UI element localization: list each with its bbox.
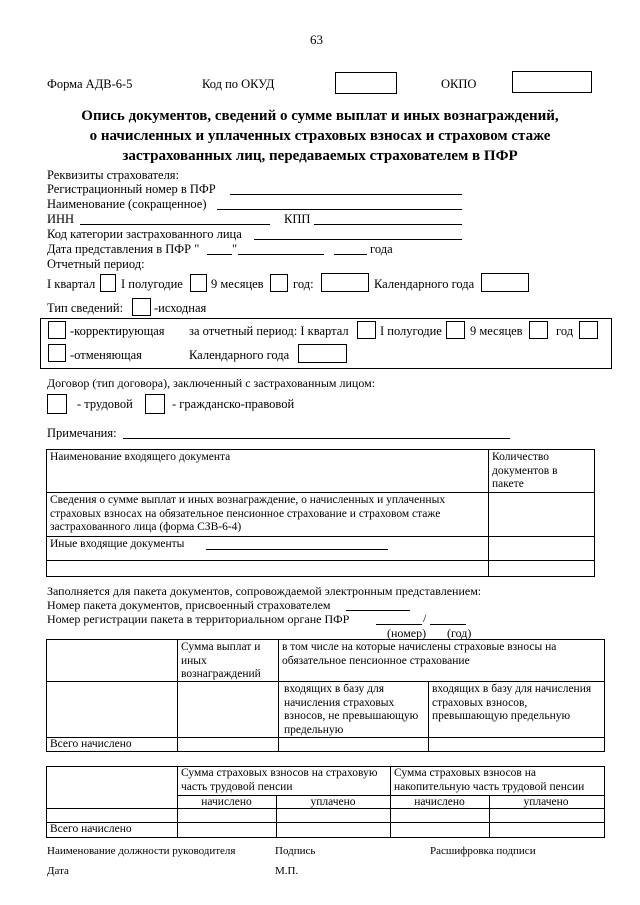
corr-period-q1-checkbox[interactable]	[357, 321, 376, 339]
payments-sub-within-limit: входящих в базу для начисления страховых взносов, не превышающую предельную	[284, 683, 419, 736]
info-corrective-label: -корректирующая	[70, 324, 165, 338]
payments-total-label: Всего начислено	[50, 738, 132, 750]
info-original-checkbox[interactable]	[132, 298, 151, 316]
period-m9-checkbox[interactable]	[270, 274, 288, 292]
footer-signature-label: Подпись	[275, 845, 316, 857]
notes-field[interactable]	[123, 438, 510, 439]
reg-number-field[interactable]	[230, 194, 462, 195]
contract-civil-checkbox[interactable]	[145, 394, 165, 414]
period-year-field[interactable]	[321, 273, 369, 292]
okud-field[interactable]	[335, 72, 397, 94]
payments-col-including: в том числе на которые начислены страховые взносы на обязательное пенсионное страхование	[282, 641, 557, 667]
documents-row-other: Иные входящие документы	[50, 538, 185, 550]
inn-label: ИНН	[47, 212, 75, 226]
corr-period-h1-label: I полугодие	[380, 324, 442, 338]
okpo-field[interactable]	[512, 71, 592, 93]
contributions-funded-accrued: начислено	[414, 796, 465, 808]
corr-period-h1-checkbox[interactable]	[446, 321, 465, 339]
date-quote-close: "	[232, 242, 238, 256]
category-code-field[interactable]	[254, 239, 462, 240]
package-number-label: Номер пакета документов, присвоенный страхователем	[47, 598, 331, 612]
documents-col-count: Количество документов в пакете	[492, 451, 558, 490]
notes-label: Примечания:	[47, 426, 117, 440]
date-year-field[interactable]	[334, 254, 367, 255]
contract-labor-checkbox[interactable]	[47, 394, 67, 414]
okud-label: Код по ОКУД	[202, 77, 275, 91]
contributions-total-label: Всего начислено	[50, 823, 132, 835]
date-year-label: года	[370, 242, 393, 256]
date-day-field[interactable]	[207, 254, 232, 255]
date-label: Дата представления в ПФР "	[47, 242, 200, 256]
period-calendar-label: Календарного года	[374, 277, 475, 291]
inn-field[interactable]	[80, 224, 270, 225]
okpo-label: ОКПО	[441, 77, 477, 91]
kpp-field[interactable]	[314, 224, 462, 225]
electronic-note: Заполняется для пакета документов, сопровождаемой электронным представлением:	[47, 584, 482, 598]
package-reg-slash: /	[423, 611, 427, 625]
kpp-label: КПП	[284, 212, 311, 226]
category-code-label: Код категории застрахованного лица	[47, 227, 242, 241]
reg-number-label: Регистрационный номер в ПФР	[47, 182, 216, 196]
corr-period-q1-label: за отчетный период: I квартал	[189, 324, 349, 338]
contributions-col-insurance: Сумма страховых взносов на страховую часть трудовой пенсии	[181, 767, 378, 793]
corr-period-year-checkbox[interactable]	[579, 321, 598, 339]
package-reg-year-field[interactable]	[430, 624, 466, 625]
requisites-heading: Реквизиты страхователя:	[47, 168, 180, 182]
info-cancelling-label: -отменяющая	[70, 348, 142, 362]
package-number-field[interactable]	[346, 610, 410, 611]
package-reg-label: Номер регистрации пакета в территориальном органе ПФР	[47, 612, 350, 626]
documents-col-name: Наименование входящего документа	[50, 451, 231, 463]
corr-period-m9-label: 9 месяцев	[470, 324, 523, 338]
corr-calendar-label: Календарного года	[189, 348, 290, 362]
corr-period-m9-checkbox[interactable]	[529, 321, 548, 339]
corr-period-year-label: год	[556, 324, 574, 338]
contract-label: Договор (тип договора), заключенный с застрахованным лицом:	[47, 376, 376, 390]
period-h1-label: I полугодие	[121, 277, 183, 291]
documents-other-field[interactable]	[206, 549, 388, 550]
contract-labor-label: - трудовой	[77, 397, 133, 411]
period-calendar-field[interactable]	[481, 273, 529, 292]
contributions-insurance-accrued: начислено	[201, 796, 252, 808]
info-cancelling-checkbox[interactable]	[48, 344, 66, 362]
contributions-col-funded: Сумма страховых взносов на накопительную часть трудовой пенсии	[394, 767, 585, 793]
document-title-line1: Опись документов, сведений о сумме выплат и иных вознаграждений,	[81, 108, 559, 124]
document-title-line3: застрахованных лиц, передаваемых страхователем в ПФР	[122, 148, 518, 164]
page-number: 63	[310, 32, 323, 47]
footer-date-label: Дата	[47, 865, 69, 877]
footer-decoding-label: Расшифровка подписи	[430, 845, 536, 857]
period-q1-label: I квартал	[47, 277, 96, 291]
info-original-label: -исходная	[154, 301, 207, 315]
footer-position-label: Наименование должности руководителя	[47, 845, 236, 857]
form-label: Форма АДВ-6-5	[47, 77, 133, 91]
info-type-label: Тип сведений:	[47, 301, 124, 315]
contract-civil-label: - гражданско-правовой	[172, 397, 295, 411]
period-h1-checkbox[interactable]	[190, 274, 207, 292]
corr-calendar-field[interactable]	[298, 344, 347, 363]
payments-col-sum: Сумма выплат и иных вознаграждений	[181, 641, 261, 680]
document-title-line2: о начисленных и уплаченных страховых взносах и страховом стаже	[89, 128, 551, 144]
package-reg-number-field[interactable]	[376, 624, 422, 625]
period-q1-checkbox[interactable]	[100, 274, 116, 292]
period-m9-label: 9 месяцев	[211, 277, 264, 291]
report-period-label: Отчетный период:	[47, 257, 145, 271]
contributions-funded-paid: уплачено	[523, 796, 569, 808]
payments-sub-exceed-limit: входящих в базу для начисления страховых взносов, превышающую предельную	[432, 683, 592, 722]
contributions-insurance-paid: уплачено	[310, 796, 356, 808]
documents-row-szv: Сведения о сумме выплат и иных вознаграждение, о начисленных и уплаченных страховых взносах на обязательное пенсионное страхование и страховом стаже застрахованного лица (форма СЗВ-6-4)	[50, 494, 446, 533]
period-year-label: год:	[293, 277, 314, 291]
footer-stamp-label: М.П.	[275, 865, 299, 877]
name-short-field[interactable]	[217, 209, 462, 210]
package-reg-number-caption: (номер)	[387, 626, 427, 640]
date-month-field[interactable]	[238, 254, 324, 255]
info-corrective-checkbox[interactable]	[48, 321, 66, 339]
name-short-label: Наименование (сокращенное)	[47, 197, 207, 211]
package-reg-year-caption: (год)	[447, 626, 472, 640]
